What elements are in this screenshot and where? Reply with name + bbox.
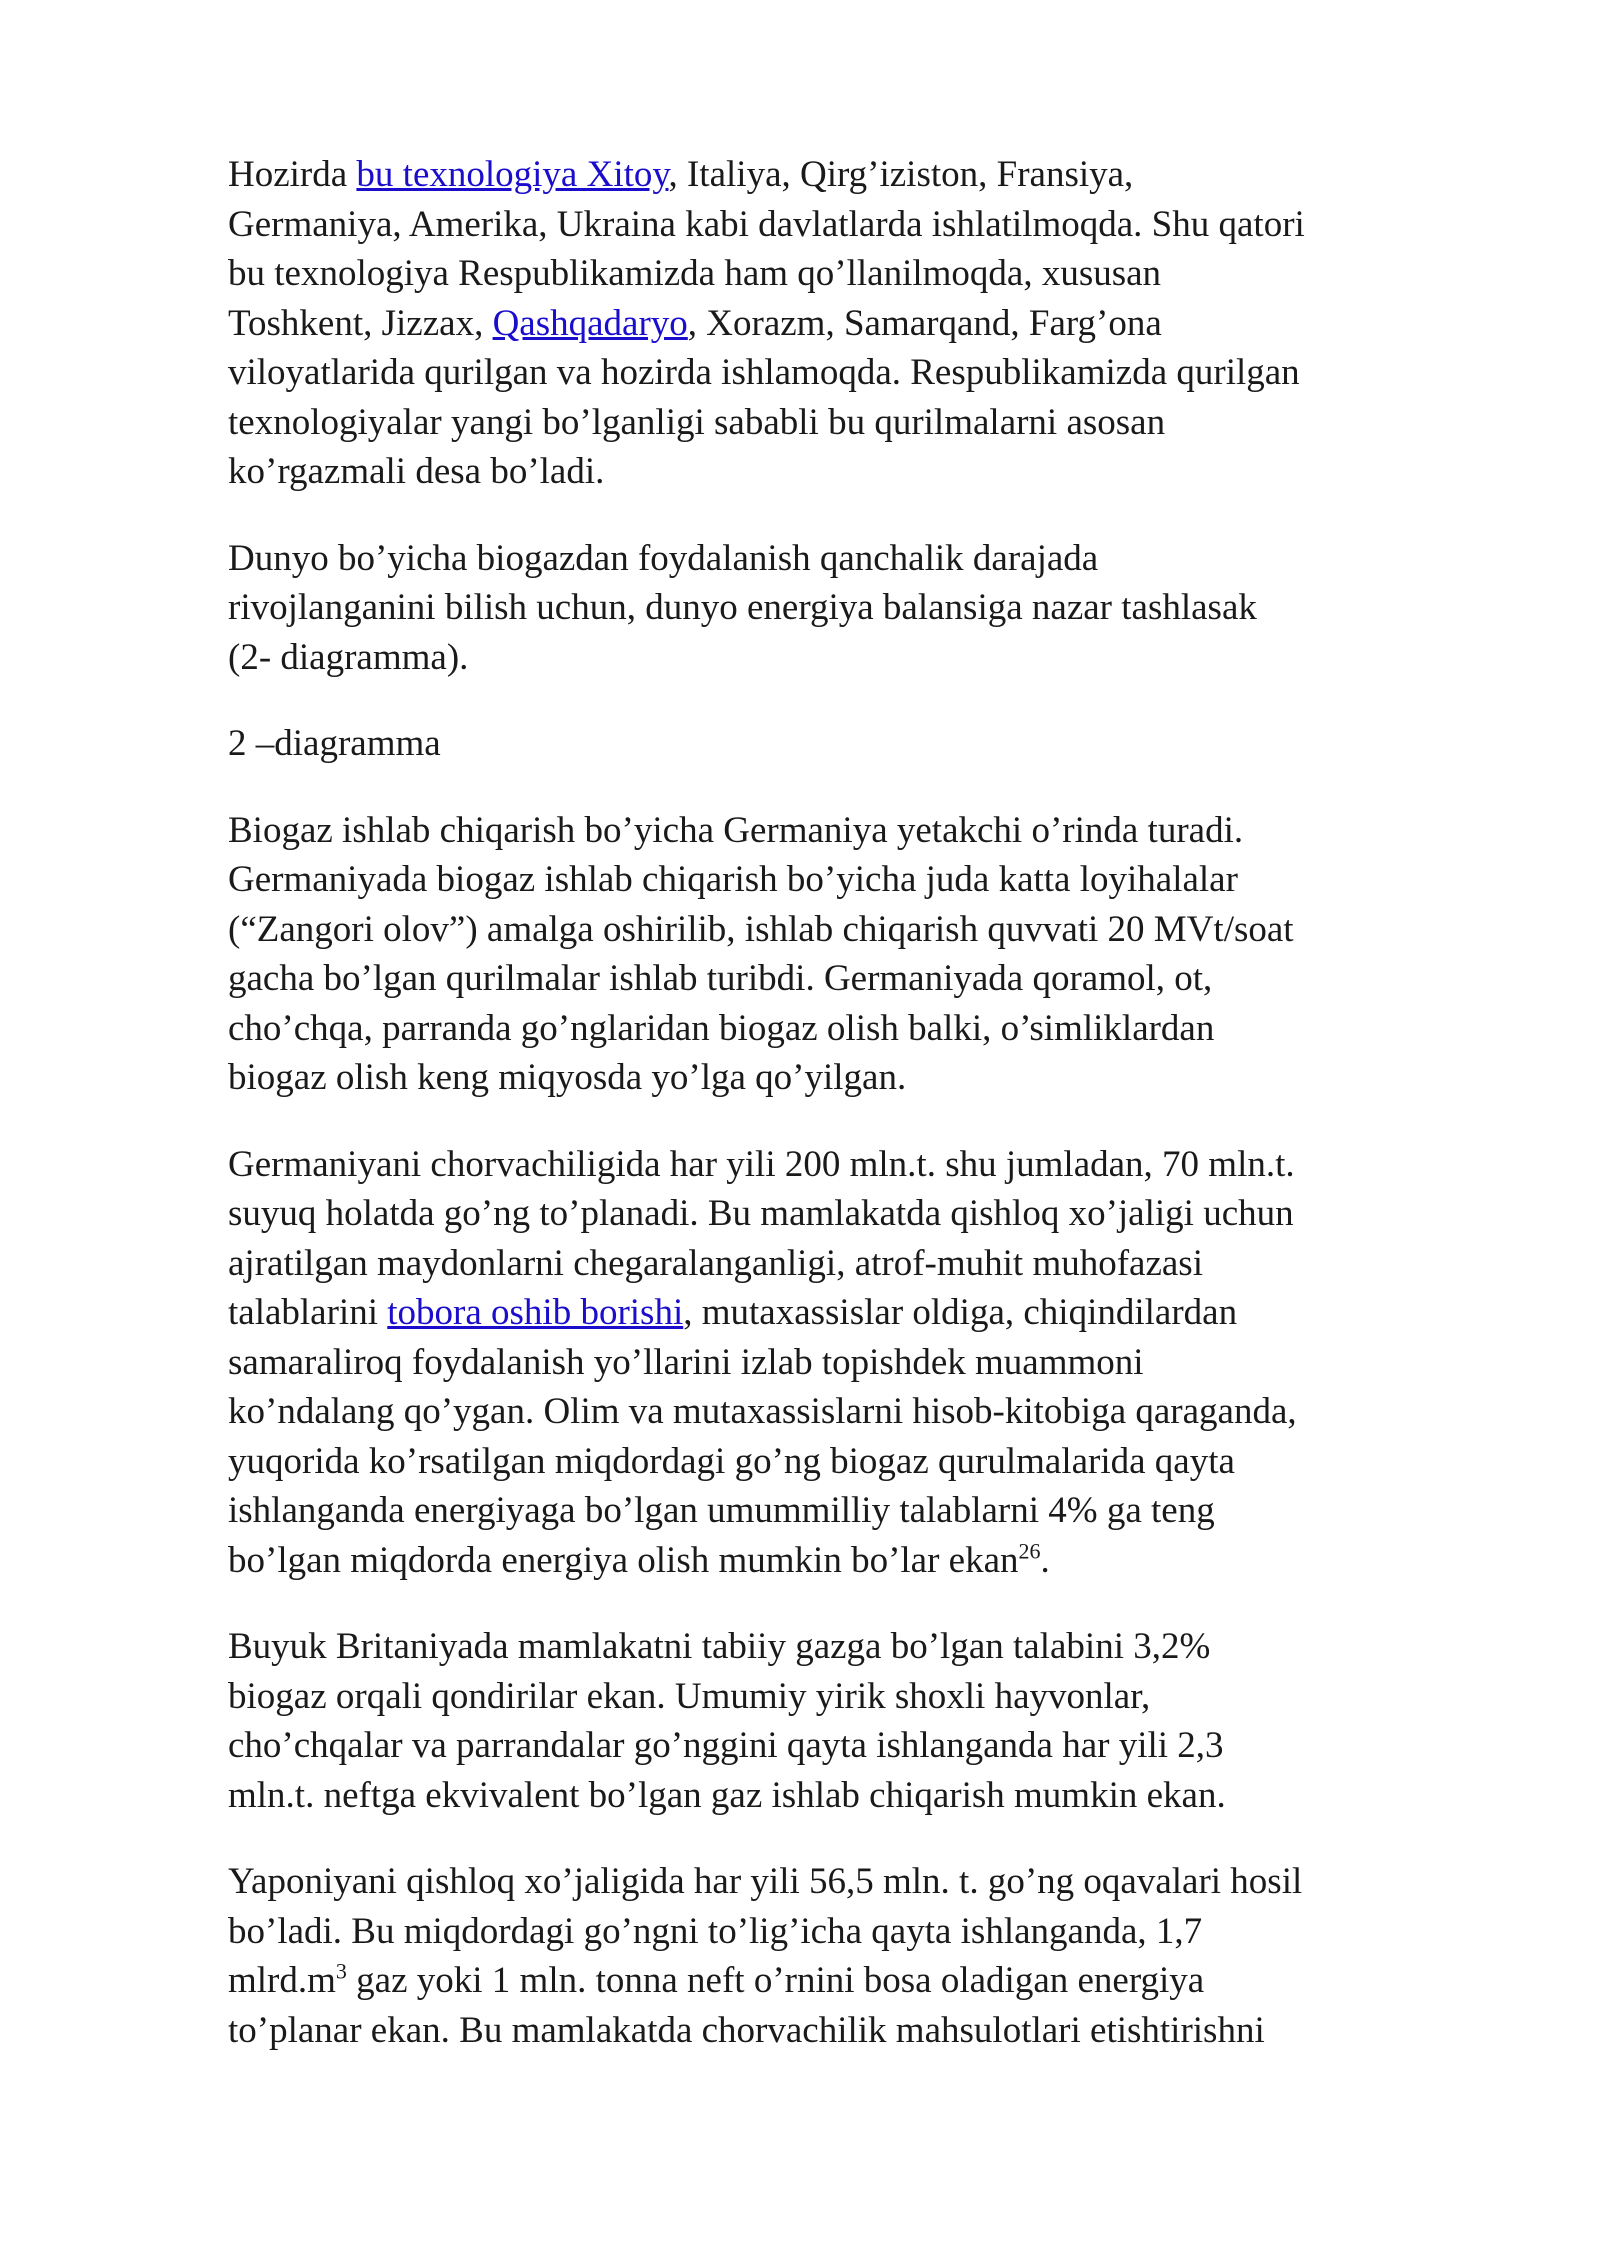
paragraph <box>228 1622 1528 1820</box>
hyperlink[interactable]: tobora oshib borishi <box>387 1292 684 1333</box>
text-line <box>228 583 1528 633</box>
text-line <box>228 719 1528 769</box>
text-line <box>228 1338 1528 1388</box>
text-segment: mln.t. neftga ekvivalent bo’lgan gaz ishlab chiqarish mumkin ekan. <box>228 1774 1226 1816</box>
text-segment: ishlanganda energiyaga bo’lgan umummilliy talablarni 4% ga teng <box>228 1490 1215 1531</box>
text-line <box>228 1956 1528 2006</box>
text-segment: mlrd.m <box>228 1960 336 2001</box>
text-segment: bo’lgan miqdorda energiya olish mumkin bo’lar ekan <box>228 1539 1019 1581</box>
text-line <box>228 1189 1528 1239</box>
text-line <box>228 1486 1528 1536</box>
text-segment: Germaniyada biogaz ishlab chiqarish bo’yicha juda katta loyihalalar <box>228 859 1238 900</box>
text-line <box>228 855 1528 905</box>
text-segment: Germaniya, Amerika, Ukraina kabi davlatlarda ishlatilmoqda. Shu qatori <box>228 203 1305 245</box>
text-line <box>228 905 1528 955</box>
text-line <box>228 348 1528 398</box>
text-segment: ko’rgazmali desa bo’ladi. <box>228 451 605 492</box>
text-line <box>228 2006 1528 2056</box>
text-segment: yuqorida ko’rsatilgan miqdordagi go’ng biogaz qurulmalarida qayta <box>228 1440 1235 1482</box>
text-segment: texnologiyalar yangi bo’lganligi sababli bu qurilmalarni asosan <box>228 401 1166 443</box>
text-segment: samaraliroq foydalanish yo’llarini izlab topishdek muammoni <box>228 1341 1144 1383</box>
paragraph <box>228 1857 1528 2055</box>
superscript: 3 <box>335 1958 347 1984</box>
paragraph <box>228 719 1528 769</box>
text-segment: bu texnologiya Respublikamizda ham qo’llanilmoqda, xususan <box>228 253 1162 294</box>
hyperlink[interactable]: Qashqadaryo <box>492 302 688 344</box>
text-segment: gacha bo’lgan qurilmalar ishlab turibdi. Germaniyada qoramol, ot, <box>228 958 1213 999</box>
text-segment: . <box>1040 1539 1050 1581</box>
paragraph <box>228 1140 1528 1586</box>
text-segment: biogaz olish keng miqyosda yo’lga qo’yilgan. <box>228 1057 907 1098</box>
text-line <box>228 447 1528 497</box>
text-line <box>228 1907 1528 1957</box>
text-segment: (“Zangori olov”) amalga oshirilib, ishlab chiqarish quvvati 20 MVt/soat <box>228 908 1294 950</box>
text-line <box>228 1536 1528 1586</box>
text-segment: Germaniyani chorvachiligida har yili 200 mln.t. shu jumladan, 70 mln.t. <box>228 1143 1295 1185</box>
text-segment: talablarini <box>228 1292 388 1333</box>
text-line <box>228 1721 1528 1771</box>
text-line <box>228 1004 1528 1054</box>
hyperlink[interactable]: bu texnologiya Xitoy <box>356 154 669 195</box>
paragraph <box>228 534 1528 683</box>
text-segment: to’planar ekan. Bu mamlakatda chorvachilik mahsulotlari etishtirishni <box>228 2009 1265 2051</box>
superscript: 26 <box>1018 1538 1041 1564</box>
text-segment: suyuq holatda go’ng to’planadi. Bu mamlakatda qishloq xo’jaligi uchun <box>228 1193 1294 1234</box>
text-segment: rivojlanganini bilish uchun, dunyo energiya balansiga nazar tashlasak <box>228 587 1257 628</box>
text-line <box>228 1672 1528 1722</box>
text-segment: cho’chqa, parranda go’nglaridan biogaz olish balki, o’simliklardan <box>228 1007 1215 1049</box>
text-segment: viloyatlarida qurilgan va hozirda ishlamoqda. Respublikamizda qurilgan <box>228 352 1300 393</box>
text-segment: gaz yoki 1 mln. tonna neft o’rnini bosa oladigan energiya <box>346 1960 1205 2001</box>
document-page <box>228 150 1528 2055</box>
text-line <box>228 954 1528 1004</box>
text-segment: ko’ndalang qo’ygan. Olim va mutaxassislarni hisob-kitobiga qaraganda, <box>228 1391 1297 1432</box>
text-segment: (2- diagramma). <box>228 636 469 678</box>
text-segment: Dunyo bo’yicha biogazdan foydalanish qanchalik darajada <box>228 537 1099 579</box>
text-line <box>228 398 1528 448</box>
text-segment: biogaz orqali qondirilar ekan. Umumiy yirik shoxli hayvonlar, <box>228 1675 1151 1717</box>
text-segment: cho’chqalar va parrandalar go’nggini qayta ishlanganda har yili 2,3 <box>228 1725 1224 1766</box>
text-line <box>228 1387 1528 1437</box>
text-line <box>228 633 1528 683</box>
text-segment: 2 –diagramma <box>228 723 441 764</box>
text-line <box>228 200 1528 250</box>
text-segment: Yaponiyani qishloq xo’jaligida har yili 56,5 mln. t. go’ng oqavalari hosil <box>228 1861 1303 1902</box>
text-segment: Biogaz ishlab chiqarish bo’yicha Germaniya yetakchi o’rinda turadi. <box>228 809 1244 851</box>
paragraph <box>228 150 1528 497</box>
text-line <box>228 299 1528 349</box>
text-segment: Buyuk Britaniyada mamlakatni tabiiy gazga bo’lgan talabini 3,2% <box>228 1626 1211 1667</box>
text-line <box>228 1437 1528 1487</box>
paragraph <box>228 806 1528 1103</box>
text-line <box>228 806 1528 856</box>
text-segment: , Italiya, Qirg’iziston, Fransiya, <box>668 154 1134 195</box>
text-segment: Toshkent, Jizzax, <box>228 302 493 344</box>
text-line <box>228 1771 1528 1821</box>
text-segment: Hozirda <box>228 154 357 195</box>
text-line <box>228 1622 1528 1672</box>
text-line <box>228 1140 1528 1190</box>
text-line <box>228 1857 1528 1907</box>
text-line <box>228 150 1528 200</box>
text-line <box>228 249 1528 299</box>
text-line <box>228 1053 1528 1103</box>
text-segment: , mutaxassislar oldiga, chiqindilardan <box>683 1292 1238 1333</box>
text-segment: bo’ladi. Bu miqdordagi go’ngni to’lig’icha qayta ishlanganda, 1,7 <box>228 1910 1203 1952</box>
text-segment: ajratilgan maydonlarni chegaralanganligi, atrof-muhit muhofazasi <box>228 1242 1203 1284</box>
text-segment: , Xorazm, Samarqand, Farg’ona <box>687 302 1162 344</box>
text-line <box>228 534 1528 584</box>
text-line <box>228 1239 1528 1289</box>
text-line <box>228 1288 1528 1338</box>
